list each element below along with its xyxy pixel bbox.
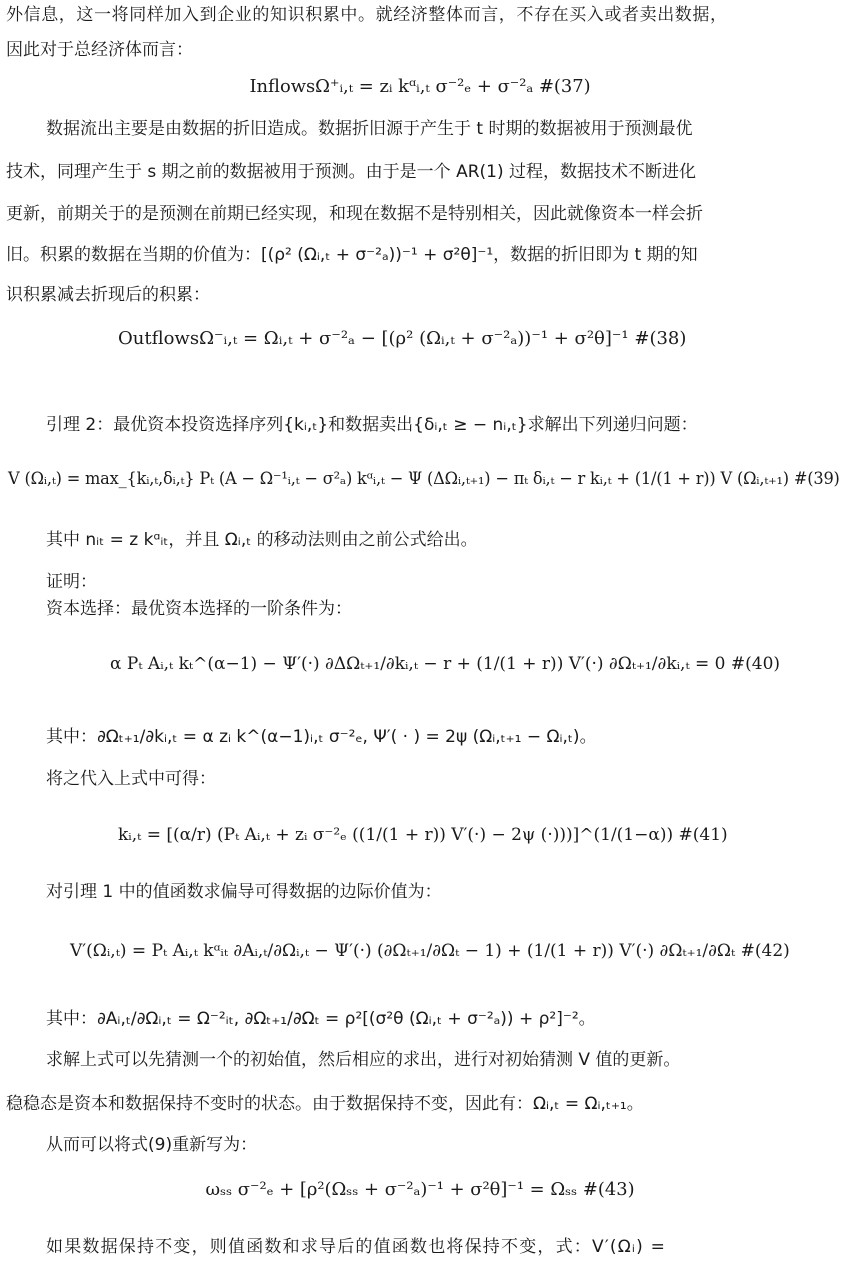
equation-39: V (Ωᵢ,ₜ) = max_{kᵢ,ₜ,δᵢ,ₜ} Pₜ (A − Ω⁻¹ᵢ,ₜ − σ²ₐ) kᵅᵢ,ₜ − Ψ (ΔΩᵢ,ₜ₊₁) − πₜ δᵢ,ₜ − r kᵢ,ₜ + (1/(1 + r)) V (Ωᵢ,ₜ₊₁) #(39) bbox=[8, 469, 840, 489]
proof-label: 证明： bbox=[46, 572, 97, 592]
where-line-3: 其中：∂Aᵢ,ₜ/∂Ωᵢ,ₜ = Ω⁻²ᵢₜ, ∂Ωₜ₊₁/∂Ωₜ = ρ²[(σ²θ (Ωᵢ,ₜ + σ⁻²ₐ)) + ρ²]⁻²。 bbox=[46, 1009, 596, 1029]
substitute-line: 将之代入上式中可得： bbox=[46, 769, 216, 789]
steady-state-line: 稳稳态是资本和数据保持不变时的状态。由于数据保持不变，因此有：Ωᵢ,ₜ = Ωᵢ,ₜ₊₁。 bbox=[6, 1094, 644, 1114]
where-line-1: 其中 nᵢₜ = z kᵅᵢₜ，并且 Ωᵢ,ₜ 的移动法则由之前公式给出。 bbox=[46, 530, 478, 550]
where-line-2: 其中：∂Ωₜ₊₁/∂kᵢ,ₜ = α zᵢ k^(α−1)ᵢ,ₜ σ⁻²ₑ, Ψ′( · ) = 2ψ (Ωᵢ,ₜ₊₁ − Ωᵢ,ₜ)。 bbox=[46, 727, 597, 747]
rewrite-line: 从而可以将式(9)重新写为： bbox=[46, 1135, 258, 1155]
text-line-2: 因此对于总经济体而言： bbox=[6, 40, 193, 60]
paragraph-line-3: 更新，前期关于的是预测在前期已经实现，和现在数据不是特别相关，因此就像资本一样会折 bbox=[6, 204, 703, 224]
paragraph-line-2: 技术，同理产生于 s 期之前的数据被用于预测。由于是一个 AR(1) 过程，数据技术不断进化 bbox=[6, 162, 696, 182]
equation-40: α Pₜ Aᵢ,ₜ kₜ^(α−1) − Ψ′(·) ∂ΔΩₜ₊₁/∂kᵢ,ₜ − r + (1/(1 + r)) V′(·) ∂Ωₜ₊₁/∂kᵢ,ₜ = 0 #(40) bbox=[110, 654, 781, 674]
paragraph-line-1: 数据流出主要是由数据的折旧造成。数据折旧源于产生于 t 时期的数据被用于预测最优 bbox=[46, 119, 693, 139]
lemma-1-line: 对引理 1 中的值函数求偏导可得数据的边际价值为： bbox=[46, 882, 442, 902]
text-line-1: 外信息，这一将同样加入到企业的知识积累中。就经济整体而言，不存在买入或者卖出数据， bbox=[6, 5, 728, 25]
capital-choice-line: 资本选择：最优资本选择的一阶条件为： bbox=[46, 599, 352, 619]
equation-41: kᵢ,ₜ = [(α/r) (Pₜ Aᵢ,ₜ + zᵢ σ⁻²ₑ ((1/(1 + r)) V′(·) − 2ψ (·)))]^(1/(1−α)) #(41) bbox=[118, 825, 728, 845]
paragraph-line-5: 识积累减去折现后的积累： bbox=[6, 285, 210, 305]
solve-line: 求解上式可以先猜测一个的初始值，然后相应的求出，进行对初始猜测 V 值的更新。 bbox=[46, 1050, 681, 1070]
last-line: 如果数据保持不变，则值函数和求导后的值函数也将保持不变，式：V′(Ωᵢ) = bbox=[46, 1237, 667, 1257]
lemma-2: 引理 2：最优资本投资选择序列{kᵢ,ₜ}和数据卖出{δᵢ,ₜ ≥ − nᵢ,ₜ}求解出下列递归问题： bbox=[46, 415, 698, 435]
equation-42: V′(Ωᵢ,ₜ) = Pₜ Aᵢ,ₜ kᵅᵢₜ ∂Aᵢ,ₜ/∂Ωᵢ,ₜ − Ψ′(·) (∂Ωₜ₊₁/∂Ωₜ − 1) + (1/(1 + r)) V′(·) ∂Ωₜ₊₁/∂Ωₜ #(42) bbox=[70, 941, 790, 961]
equation-43: ωₛₛ σ⁻²ₑ + [ρ²(Ωₛₛ + σ⁻²ₐ)⁻¹ + σ²θ]⁻¹ = Ωₛₛ #(43) bbox=[205, 1179, 635, 1200]
paragraph-line-4: 旧。积累的数据在当期的价值为：[(ρ² (Ωᵢ,ₜ + σ⁻²ₐ))⁻¹ + σ²θ]⁻¹，数据的折旧即为 t 期的知 bbox=[6, 245, 698, 265]
equation-37: InflowsΩ⁺ᵢ,ₜ = zᵢ kᵅᵢ,ₜ σ⁻²ₑ + σ⁻²ₐ #(37) bbox=[249, 76, 591, 97]
equation-38: OutflowsΩ⁻ᵢ,ₜ = Ωᵢ,ₜ + σ⁻²ₐ − [(ρ² (Ωᵢ,ₜ + σ⁻²ₐ))⁻¹ + σ²θ]⁻¹ #(38) bbox=[118, 328, 687, 349]
